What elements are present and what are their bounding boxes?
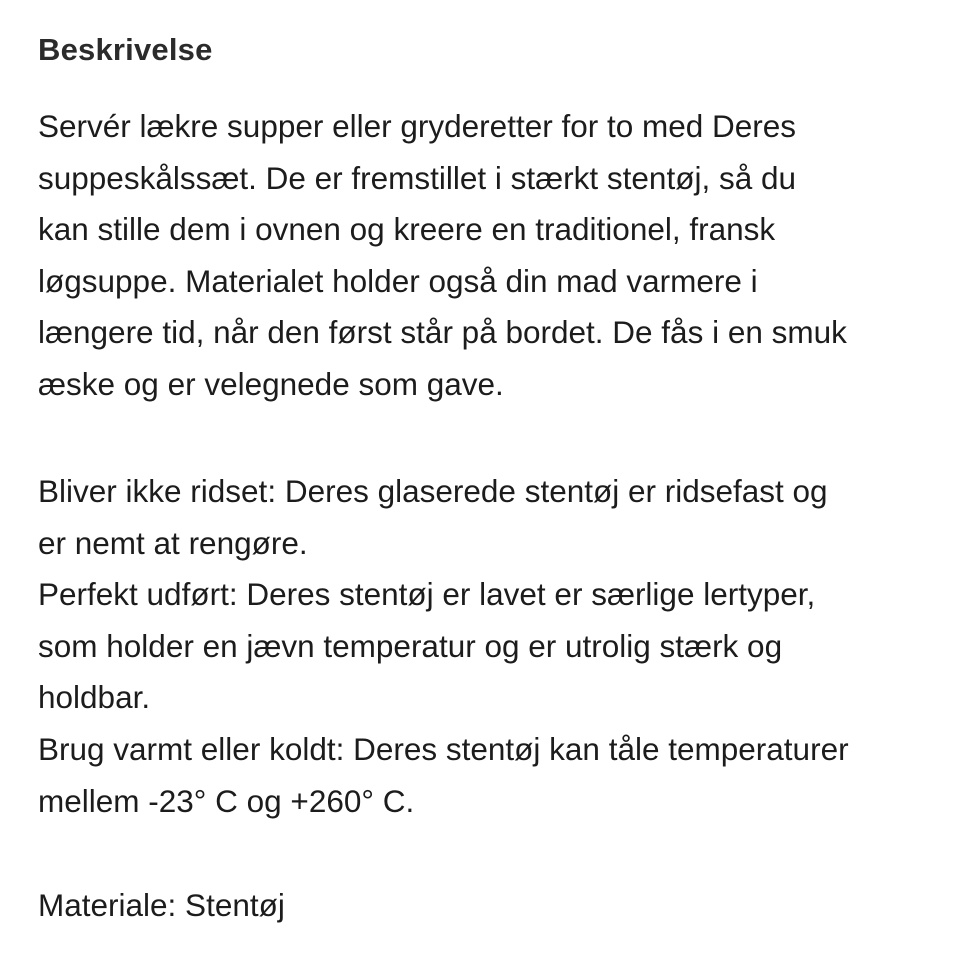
text-line: suppeskålssæt. De er fremstillet i stærkt stentøj, så du (38, 159, 796, 196)
text-line: kan stille dem i ovnen og kreere en traditionel, fransk (38, 211, 776, 248)
features-paragraph (38, 466, 849, 827)
text-line: løgsuppe. Materialet holder også din mad varmere i (38, 262, 758, 299)
text-line: mellem -23° C og +260° C. (38, 782, 415, 819)
intro-paragraph (38, 101, 847, 411)
text-line: holdbar. (38, 679, 151, 716)
text-line: æske og er velegnede som gave. (38, 365, 504, 402)
description-heading: Beskrivelse (38, 32, 213, 67)
product-description (38, 28, 938, 923)
text-line: længere tid, når den først står på bordet. De fås i en smuk (38, 314, 847, 351)
text-line: Servér lækre supper eller gryderetter for to med Deres (38, 108, 797, 144)
material-paragraph (38, 880, 285, 932)
text-line: Perfekt udført: Deres stentøj er lavet er særlige lertyper, (38, 576, 816, 613)
text-line: Brug varmt eller koldt: Deres stentøj kan tåle temperaturer (38, 730, 849, 767)
text-line: Bliver ikke ridset: Deres glaserede stentøj er ridsefast og (38, 473, 828, 509)
material-line: Materiale: Stentøj (38, 887, 285, 923)
text-line: som holder en jævn temperatur og er utrolig stærk og (38, 627, 783, 664)
text-line: er nemt at rengøre. (38, 524, 308, 561)
